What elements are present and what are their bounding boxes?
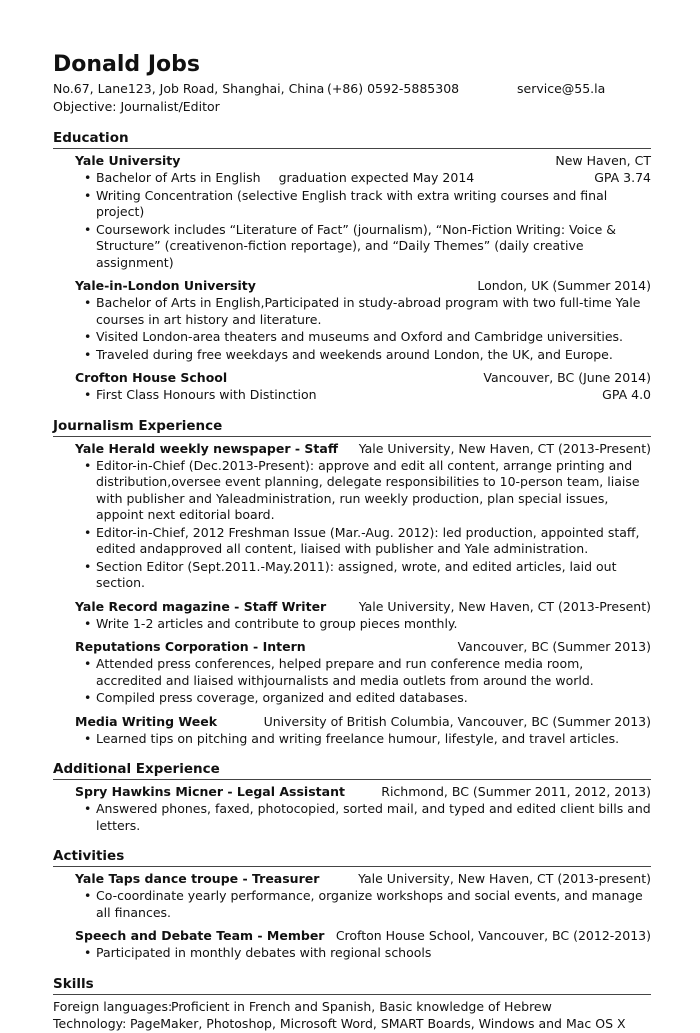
section-title: Additional Experience [53, 761, 651, 780]
entry-location-date: London, UK (Summer 2014) [477, 278, 651, 293]
bullet-list [75, 616, 651, 633]
entry-header [75, 870, 651, 888]
bullet-item: • Editor-in-Chief (Dec.2013-Present): approve and edit all content, arrange printing and distribution,oversee event planning, delegate responsibilities to 10-person team, liaise with publisher and Yaleadministration, run weekly production, plan special issues, appoint next editorial board. [75, 458, 651, 524]
bullet-list [75, 656, 651, 707]
entry-location-date: Yale University, New Haven, CT (2013-present) [358, 871, 651, 886]
entry-organization: Yale Herald weekly newspaper - Staff [75, 440, 338, 456]
address: No.67, Lane123, Job Road, Shanghai, China [53, 81, 325, 96]
bullet-item: • Bachelor of Arts in English,Participated in study-abroad program with two full-time Yale courses in art history and literature. [75, 295, 651, 328]
section-title: Skills [53, 976, 651, 995]
bullet-list [75, 295, 651, 363]
entries [53, 437, 651, 748]
section-title: Education [53, 130, 651, 149]
entry-header [75, 440, 651, 458]
bullet-list [75, 458, 651, 592]
bullet-list [75, 170, 651, 271]
entry-location-date: Richmond, BC (Summer 2011, 2012, 2013) [381, 784, 651, 799]
entry-header [75, 598, 651, 616]
entries [53, 867, 651, 962]
additional-experience-section [53, 761, 651, 834]
entry-location-date: New Haven, CT [555, 153, 651, 168]
entry-organization: Crofton House School [75, 370, 228, 385]
skills-list [53, 995, 651, 1033]
bullet-item: • Compiled press coverage, organized and edited databases. [75, 690, 651, 707]
bullet-item: • Co-coordinate yearly performance, organize workshops and social events, and manage all finances. [75, 888, 651, 921]
bullet-item: • Section Editor (Sept.2011.-May.2011): assigned, wrote, and edited articles, laid out section. [75, 559, 651, 592]
entry-organization: Reputations Corporation - Intern [75, 639, 306, 654]
bullet-item [75, 170, 651, 187]
bullet-right-value: GPA 4.0 [602, 387, 651, 402]
entry-header [75, 927, 651, 945]
entry-organization: Speech and Debate Team - Member [75, 928, 325, 943]
skills-row-technology [53, 1015, 651, 1033]
section-title: Journalism Experience [53, 418, 651, 437]
entry [75, 369, 651, 404]
bullet-list [75, 888, 651, 921]
bullet-list [75, 387, 651, 404]
entry-header [75, 713, 651, 731]
entry-organization: Yale-in-London University [75, 278, 256, 293]
entry [75, 870, 651, 921]
skills-value: PageMaker, Photoshop, Microsoft Word, SMART Boards, Windows and Mac OS X [130, 1016, 626, 1031]
entry-location-date: Vancouver, BC (June 2014) [483, 370, 651, 385]
entry-location-date: Crofton House School, Vancouver, BC (2012-2013) [335, 928, 651, 943]
skills-label: Technology: [53, 1016, 127, 1031]
bullet-item: • Learned tips on pitching and writing freelance humour, lifestyle, and travel articles. [75, 731, 651, 748]
bullet-list [75, 731, 651, 748]
entry [75, 638, 651, 707]
bullet-item: • Coursework includes “Literature of Fact” (journalism), “Non-Fiction Writing: Voice & Structure” (creativenon-fiction reportage), and “Daily Themes” (daily creative assignment) [75, 222, 651, 272]
bullet-item: • Writing Concentration (selective English track with extra writing courses and final project) [75, 188, 651, 221]
entries [53, 149, 651, 404]
entry [75, 927, 651, 962]
bullet-text: First Class Honours with Distinction [96, 387, 317, 402]
contact-line [53, 80, 651, 98]
education-section [53, 130, 651, 404]
journalism-section [53, 418, 651, 748]
bullet-item: • Attended press conferences, helped prepare and run conference media room, accredited and liaised withjournalists and media outlets from around the world. [75, 656, 651, 689]
entry-location-date: Vancouver, BC (Summer 2013) [457, 639, 651, 654]
entry-header [75, 152, 651, 170]
bullet-extra: graduation expected May 2014 [278, 170, 475, 185]
skills-section [53, 976, 651, 1033]
bullet-item [75, 387, 651, 404]
skills-row-languages [53, 998, 651, 1016]
resume-page [53, 52, 651, 1033]
entry-organization: Yale University [75, 153, 181, 168]
bullet-item: • Visited London-area theaters and museums and Oxford and Cambridge universities. [75, 329, 651, 346]
email-address: service@55.la [517, 81, 606, 96]
bullet-text: Bachelor of Arts in English [96, 170, 261, 185]
entry-organization: Yale Record magazine - Staff Writer [75, 598, 327, 614]
bullet-item: • Write 1-2 articles and contribute to group pieces monthly. [75, 616, 651, 633]
phone-number: (+86) 0592-5885308 [327, 81, 460, 96]
bullet-item: • Participated in monthly debates with regional schools [75, 945, 651, 962]
entry [75, 277, 651, 363]
bullet-list [75, 801, 651, 834]
entry-location-date: Yale University, New Haven, CT (2013-Present) [358, 598, 651, 614]
activities-section [53, 848, 651, 962]
entry [75, 598, 651, 633]
entries [53, 780, 651, 834]
entry-header [75, 638, 651, 656]
entry-header [75, 277, 651, 295]
candidate-name: Donald Jobs [53, 52, 200, 77]
bullet-right-value: GPA 3.74 [594, 170, 651, 185]
entry-location-date: University of British Columbia, Vancouver, BC (Summer 2013) [263, 713, 651, 729]
entry [75, 713, 651, 748]
entry-location-date: Yale University, New Haven, CT (2013-Present) [358, 440, 651, 456]
entry-header [75, 369, 651, 387]
section-title: Activities [53, 848, 651, 867]
entry [75, 783, 651, 834]
bullet-item: • Answered phones, faxed, photocopied, sorted mail, and typed and edited client bills and letters. [75, 801, 651, 834]
bullet-item: • Traveled during free weekdays and weekends around London, the UK, and Europe. [75, 347, 651, 364]
entry [75, 440, 651, 592]
bullet-item: • Editor-in-Chief, 2012 Freshman Issue (Mar.-Aug. 2012): led production, appointed staff, edited andapproved all content, liaised with publisher and Yale administration. [75, 525, 651, 558]
entry-header [75, 783, 651, 801]
entry-organization: Media Writing Week [75, 713, 218, 729]
skills-label: Foreign languages: [53, 998, 173, 1014]
skills-value: Proficient in French and Spanish, Basic knowledge of Hebrew [171, 998, 552, 1014]
bullet-list [75, 945, 651, 962]
objective: Objective: Journalist/Editor [53, 99, 220, 114]
entry-organization: Spry Hawkins Micner - Legal Assistant [75, 784, 345, 799]
entry-organization: Yale Taps dance troupe - Treasurer [75, 871, 320, 886]
entry [75, 152, 651, 271]
